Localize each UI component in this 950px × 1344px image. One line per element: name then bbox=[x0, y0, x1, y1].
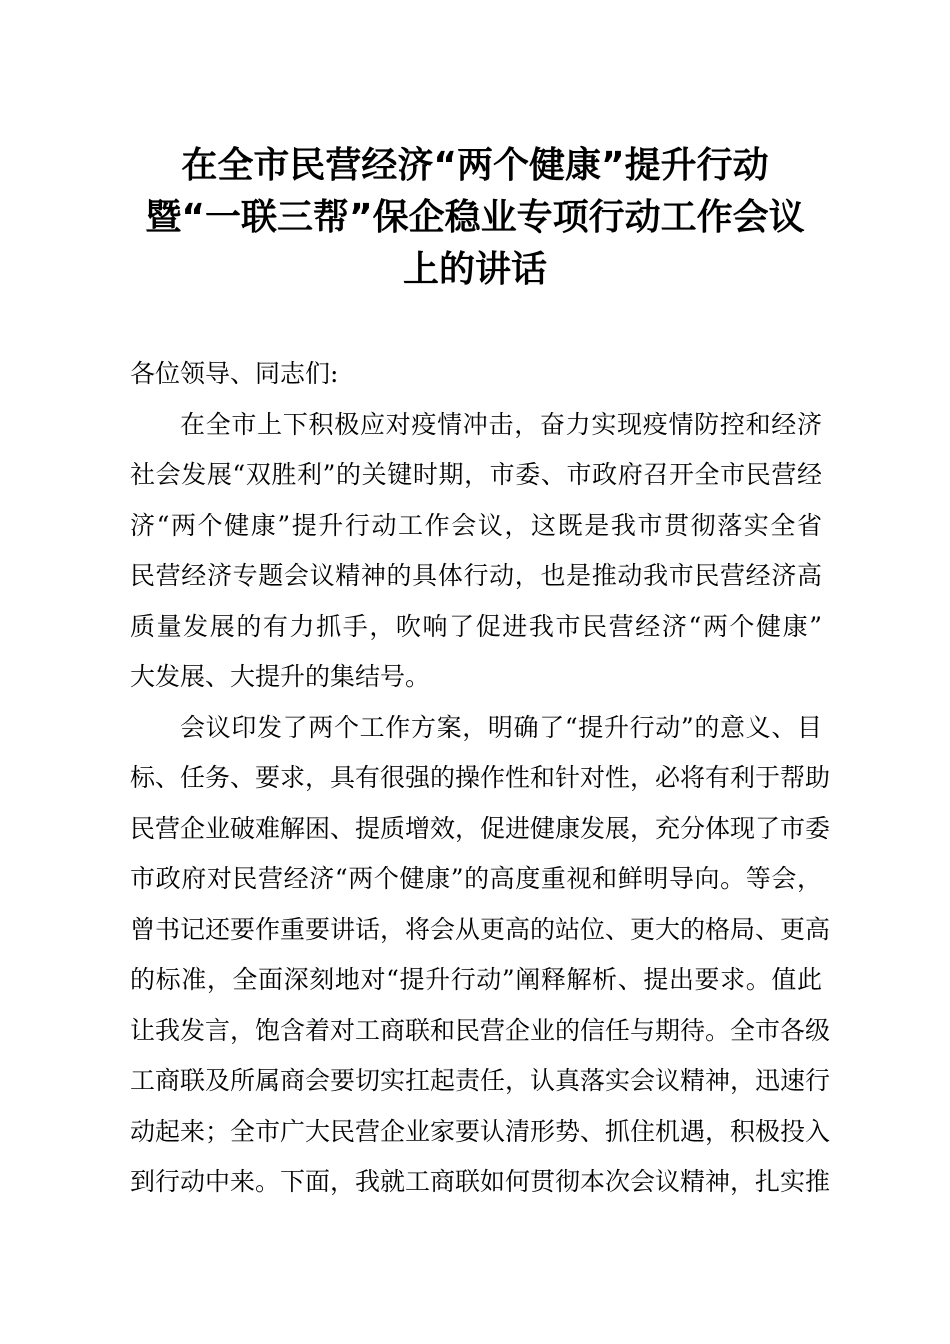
paragraph-line: 到行动中来。下面，我就工商联如何贯彻本次会议精神，扎实推 bbox=[130, 1167, 831, 1196]
salutation: 各位领导、同志们: bbox=[130, 359, 339, 388]
paragraph bbox=[130, 703, 831, 1208]
paragraph-line: 会议印发了两个工作方案，明确了“提升行动”的意义、目 bbox=[180, 712, 822, 742]
paragraph-line: 的标准，全面深刻地对“提升行动”阐释解析、提出要求。值此 bbox=[130, 965, 822, 994]
document-body bbox=[130, 349, 831, 1208]
paragraph-line: 让我发言，饱含着对工商联和民营企业的信任与期待。全市各级 bbox=[130, 1015, 831, 1045]
paragraph-line: 民营企业破难解困、提质增效，促进健康发展，充分体现了市委 bbox=[130, 813, 831, 843]
title-line: 上的讲话 bbox=[402, 249, 547, 290]
paragraph bbox=[130, 400, 822, 703]
paragraph-line: 标、任务、要求，具有很强的操作性和针对性，必将有利于帮助 bbox=[130, 763, 831, 792]
paragraph-line: 济“两个健康”提升行动工作会议，这既是我市贯彻落实全省 bbox=[130, 510, 822, 540]
paragraph-line: 曾书记还要作重要讲话，将会从更高的站位、更大的格局、更高 bbox=[130, 914, 831, 944]
paragraph-line: 社会发展“双胜利”的关键时期，市委、市政府召开全市民营经 bbox=[130, 460, 822, 489]
document-title bbox=[100, 140, 850, 296]
title-line: 在全市民营经济“两个健康”提升行动 bbox=[181, 145, 769, 186]
paragraph-line: 市政府对民营经济“两个健康”的高度重视和鲜明导向。等会， bbox=[130, 864, 822, 893]
title-line: 暨“一联三帮”保企稳业专项行动工作会议 bbox=[145, 197, 805, 238]
paragraph-line: 质量发展的有力抓手，吹响了促进我市民营经济“两个健康” bbox=[130, 611, 822, 641]
paragraph-line: 动起来；全市广大民营企业家要认清形势、抓住机遇，积极投入 bbox=[130, 1116, 831, 1146]
paragraph-line: 工商联及所属商会要切实扛起责任，认真落实会议精神，迅速行 bbox=[130, 1066, 831, 1095]
paragraph-line: 在全市上下积极应对疫情冲击，奋力实现疫情防控和经济 bbox=[180, 409, 822, 439]
paragraph-line: 民营经济专题会议精神的具体行动，也是推动我市民营经济高 bbox=[130, 561, 822, 590]
paragraph-line: 大发展、大提升的集结号。 bbox=[130, 662, 431, 691]
